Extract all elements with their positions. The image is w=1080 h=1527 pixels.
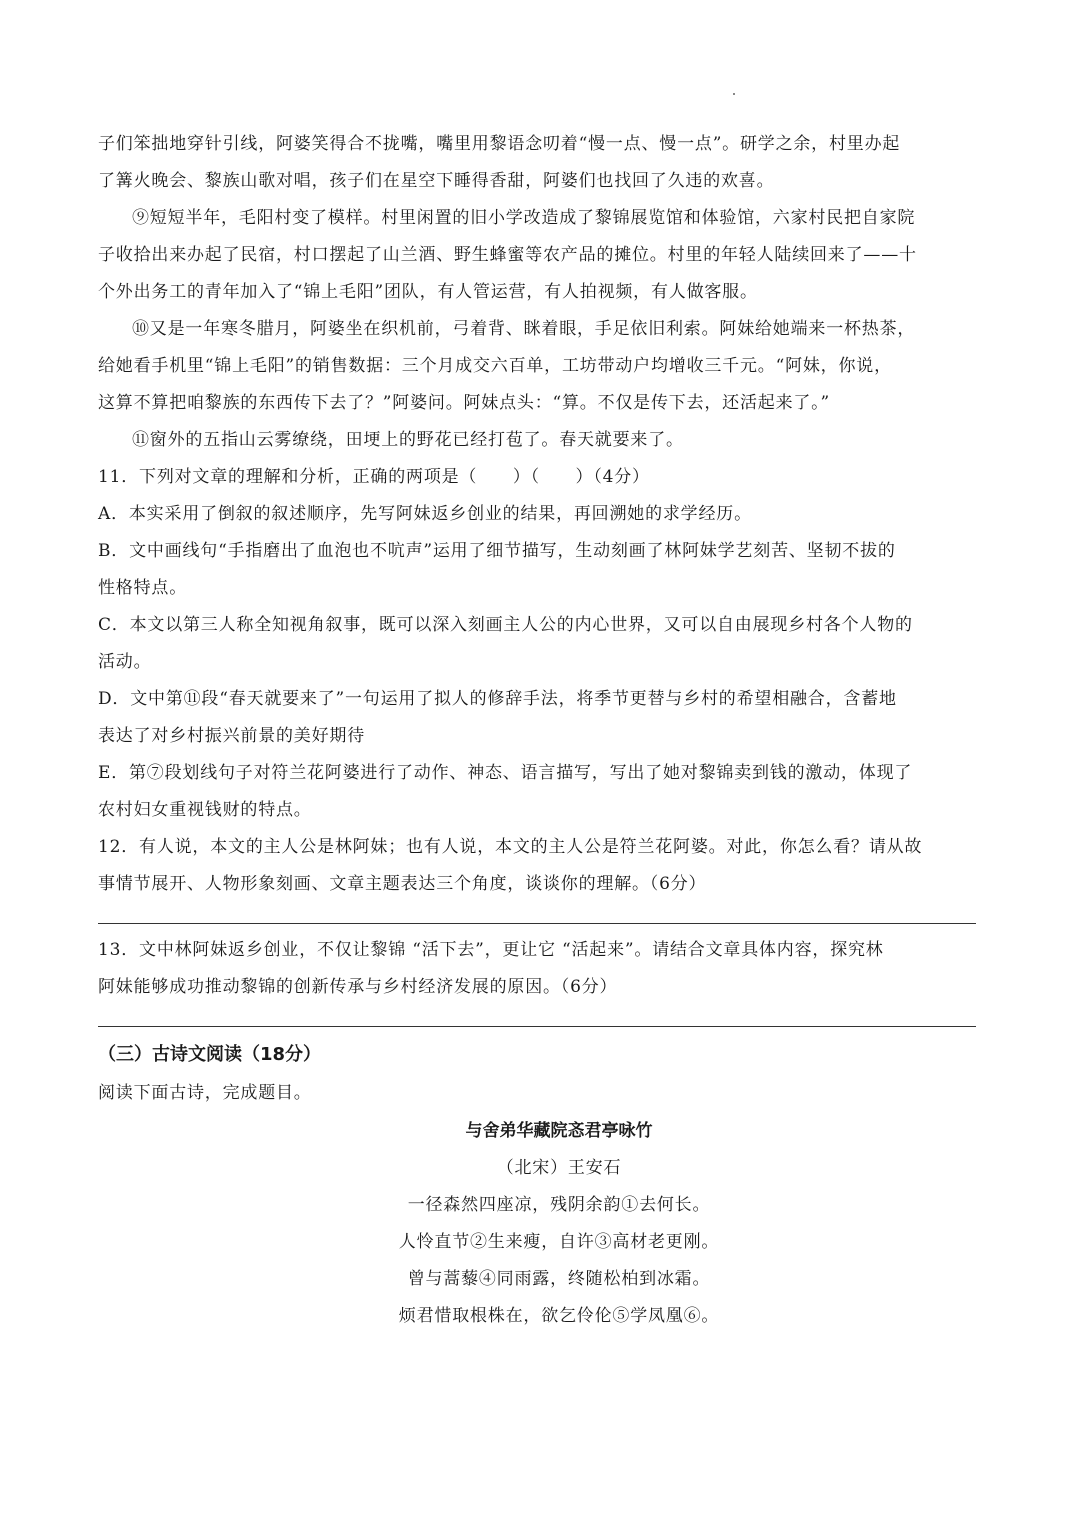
question-11-option-b-line-2: 性格特点。 <box>98 578 187 598</box>
question-12-line-1: 12．有人说，本文的主人公是林阿妹；也有人说，本文的主人公是符兰花阿婆。对此，你怎么看？请从故 <box>98 837 923 857</box>
paragraph-11-line-1: ⑪窗外的五指山云雾缭绕，田埂上的野花已经打苞了。春天就要来了。 <box>132 430 684 450</box>
paragraph-10-line-3: 这算不算把咱黎族的东西传下去了？”阿婆问。阿妹点头：“算。不仅是传下去，还活起来了。” <box>98 393 830 413</box>
section-instruction: 阅读下面古诗，完成题目。 <box>98 1083 312 1103</box>
question-12-line-2: 事情节展开、人物形象刻画、文章主题表达三个角度，谈谈你的理解。（6分） <box>98 874 707 894</box>
question-13-line-1: 13．文中林阿妹返乡创业，不仅让黎锦 “活下去”，更让它 “活起来”。请结合文章具体内容，探究林 <box>98 940 884 960</box>
paragraph-8-line-1: 子们笨拙地穿针引线，阿婆笑得合不拢嘴，嘴里用黎语念叨着“慢一点、慢一点”。研学之余，村里办起 <box>98 134 901 154</box>
poem-line-1: 一径森然四座凉，残阴余韵①去何长。 <box>407 1195 711 1215</box>
paragraph-9-line-1: ⑨短短半年，毛阳村变了模样。村里闲置的旧小学改造成了黎锦展览馆和体验馆，六家村民把自家院 <box>132 208 916 228</box>
answer-line-13[interactable] <box>98 1026 976 1027</box>
poem-line-3: 曾与蒿藜④同雨露，终随松柏到冰霜。 <box>407 1269 711 1289</box>
question-11-option-d-line-1: D．文中第⑪段“春天就要来了”一句运用了拟人的修辞手法，将季节更替与乡村的希望相融合，含蓄地 <box>98 689 897 709</box>
poem-author: （北宋）王安石 <box>496 1158 622 1178</box>
poem-line-2: 人怜直节②生来瘦，自许③高材老更刚。 <box>398 1232 720 1252</box>
paragraph-9-line-3: 个外出务工的青年加入了“锦上毛阳”团队，有人管运营，有人拍视频，有人做客服。 <box>98 282 758 302</box>
poem-line-4: 烦君惜取根株在，欲乞伶伦⑤学凤凰⑥。 <box>398 1306 720 1326</box>
question-11-option-b-line-1: B．文中画线句“手指磨出了血泡也不吭声”运用了细节描写，生动刻画了林阿妹学艺刻苦、坚韧不拔的 <box>98 541 896 561</box>
exam-page <box>98 126 980 1335</box>
question-11-option-d-line-2: 表达了对乡村振兴前景的美好期待 <box>98 726 365 746</box>
paragraph-10-line-2: 给她看手机里“锦上毛阳”的销售数据：三个月成交六百单，工坊带动户均增收三千元。“阿妹，你说， <box>98 356 892 376</box>
question-11-option-e-line-1: E．第⑦段划线句子对符兰花阿婆进行了动作、神态、语言描写，写出了她对黎锦卖到钱的激动，体现了 <box>98 763 913 783</box>
poem-title: 与舍弟华藏院忞君亭咏竹 <box>465 1121 653 1141</box>
question-11-option-a: A．本实采用了倒叙的叙述顺序，先写阿妹返乡创业的结果，再回溯她的求学经历。 <box>98 504 752 524</box>
question-11-option-e-line-2: 农村妇女重视钱财的特点。 <box>98 800 312 820</box>
question-13-line-2: 阿妹能够成功推动黎锦的创新传承与乡村经济发展的原因。（6分） <box>98 977 618 997</box>
scan-speck <box>733 93 735 95</box>
question-11-option-c-line-1: C．本文以第三人称全知视角叙事，既可以深入刻画主人公的内心世界，又可以自由展现乡村各个人物的 <box>98 615 913 635</box>
paragraph-9-line-2: 子收拾出来办起了民宿，村口摆起了山兰酒、野生蜂蜜等农产品的摊位。村里的年轻人陆续回来了——十 <box>98 245 917 265</box>
paragraph-8-line-2: 了篝火晚会、黎族山歌对唱，孩子们在星空下睡得香甜，阿婆们也找回了久违的欢喜。 <box>98 171 775 191</box>
question-11-stem: 11．下列对文章的理解和分析，正确的两项是（ ）（ ）（4分） <box>98 467 650 487</box>
question-11-option-c-line-2: 活动。 <box>98 652 152 672</box>
paragraph-10-line-1: ⑩又是一年寒冬腊月，阿婆坐在织机前，弓着背、眯着眼，手足依旧利索。阿妹给她端来一杯热茶， <box>132 319 916 339</box>
section-heading: （三）古诗文阅读（18分） <box>98 1044 322 1065</box>
answer-line-12[interactable] <box>98 923 976 924</box>
